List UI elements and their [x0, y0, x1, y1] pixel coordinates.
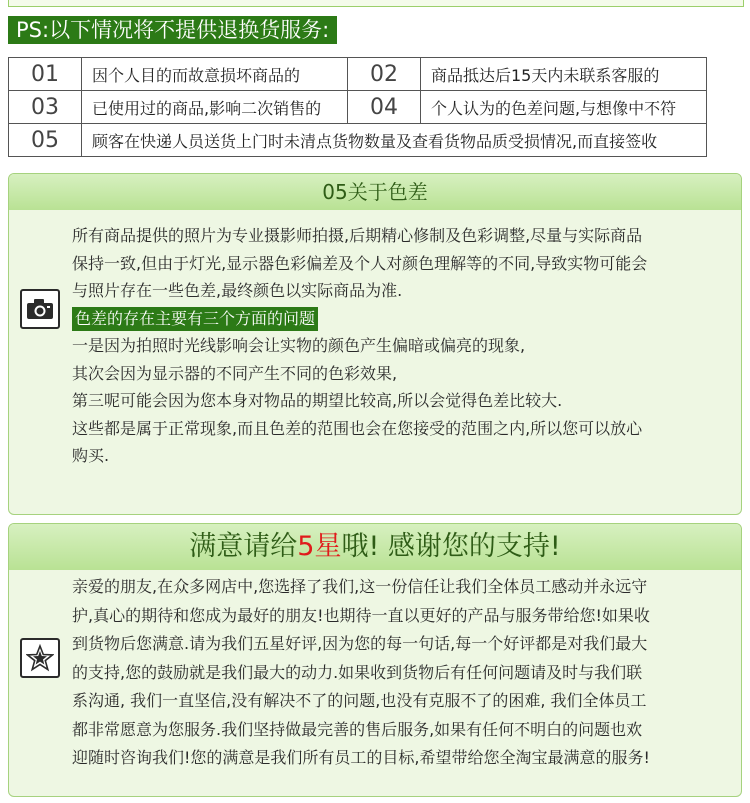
color-difference-text: [72, 222, 738, 470]
thanks-section: [8, 523, 742, 797]
paragraph-line: 都非常愿意为您服务.我们坚持做最完善的售后服务,如果有任何不明白的问题也欢: [72, 719, 643, 739]
policy-text: 顾客在快递人员送货上门时未清点货物数量及查看货物品质受损情况,而直接签收: [82, 124, 707, 157]
five-star-text: 5星: [297, 531, 342, 562]
table-row: [9, 124, 707, 157]
paragraph-line: 这些都是属于正常现象,而且色差的范围也会在您接受的范围之内,所以您可以放心: [72, 418, 643, 438]
paragraph-line: 的支持,您的鼓励就是我们最大的动力.如果收到货物后有任何问题请及时与我们联: [72, 662, 643, 682]
color-difference-section: [8, 173, 742, 515]
paragraph-line: 保持一致,但由于灯光,显示器色彩偏差及个人对颜色理解等的不同,导致实物可能会: [72, 253, 648, 273]
policy-number: 05: [9, 124, 82, 157]
star-icon: [20, 638, 60, 678]
section-title: 05关于色差: [9, 174, 741, 210]
policy-number: 03: [9, 91, 82, 124]
policy-text: 因个人目的而故意损坏商品的: [82, 58, 348, 91]
camera-icon: [20, 289, 60, 329]
policy-number: 01: [9, 58, 82, 91]
paragraph-line: 亲爱的朋友,在众多网店中,您选择了我们,这一份信任让我们全体员工感动并永远守: [72, 577, 648, 596]
policy-text: 个人认为的色差问题,与想像中不符: [421, 91, 707, 124]
table-row: [9, 91, 707, 124]
thanks-title: [9, 524, 741, 570]
paragraph-line: 第三呢可能会因为您本身对物品的期望比较高,所以会觉得色差比较大.: [72, 391, 563, 410]
policy-text: 已使用过的商品,影响二次销售的: [82, 91, 348, 124]
thanks-text: [72, 573, 738, 773]
thanks-title-pre: 满意请给: [189, 531, 298, 562]
paragraph-line: 到货物后您满意.请为我们五星好评,因为您的每一句话,每一个好评都是对我们最大: [72, 634, 648, 653]
paragraph-line: 系沟通, 我们一直坚信,没有解决不了的问题,也没有克服不了的困难, 我们全体员工: [72, 691, 647, 710]
policy-number: 02: [348, 58, 421, 91]
paragraph-line: 所有商品提供的照片为专业摄影师拍摄,后期精心修制及色彩调整,尽量与实际商品: [72, 226, 643, 245]
policy-text: 商品抵达后15天内未联系客服的: [421, 58, 707, 91]
paragraph-line: 一是因为拍照时光线影响会让实物的颜色产生偏暗或偏亮的现象,: [72, 336, 526, 355]
paragraph-line: 其次会因为显示器的不同产生不同的色彩效果,: [72, 363, 398, 383]
paragraph-line: 迎随时咨询我们!您的满意是我们所有员工的目标,希望带给您全淘宝最满意的服务!: [72, 748, 650, 767]
ps-title: PS:以下情况将不提供退换货服务:: [8, 16, 337, 44]
highlight-heading: 色差的存在主要有三个方面的问题: [72, 307, 318, 331]
paragraph-line: 护,真心的期待和您成为最好的朋友!也期待一直以更好的产品与服务带给您!如果收: [72, 605, 650, 625]
table-row: [9, 58, 707, 91]
thanks-title-post: 哦! 感谢您的支持!: [341, 531, 561, 562]
paragraph-line: 与照片存在一些色差,最终颜色以实际商品为准.: [72, 281, 403, 300]
top-panel-edge: [8, 0, 744, 7]
paragraph-line: 购买.: [72, 446, 110, 465]
policy-number: 04: [348, 91, 421, 124]
return-policy-table: [8, 57, 707, 157]
